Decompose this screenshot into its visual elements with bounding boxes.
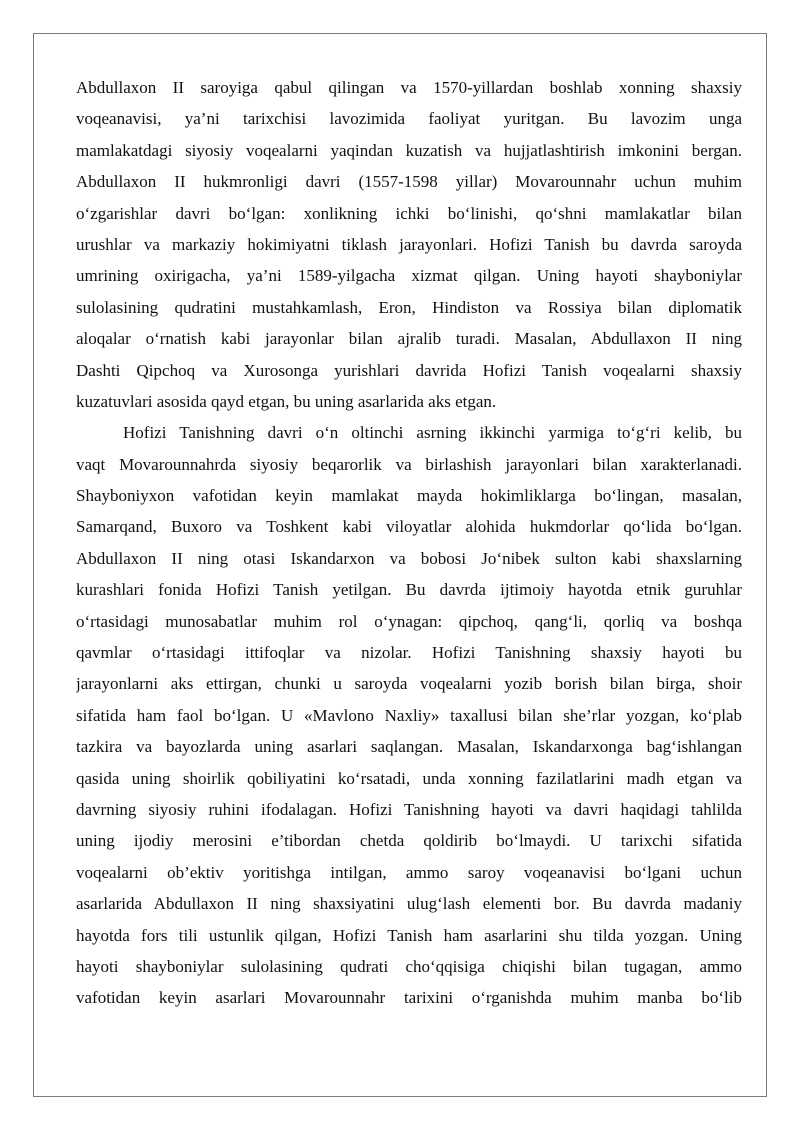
text-line: sulolasining qudratini mustahkamlash, Eron, Hindiston va Rossiya bilan diplomatik [76, 297, 742, 317]
text-line: asarlarida Abdullaxon II ning shaxsiyatini ulug‘lash elementi bor. Bu davrda madaniy [76, 894, 742, 914]
text-line: davrning siyosiy ruhini ifodalagan. Hofizi Tanishning hayoti va davri haqidagi tahlilda [76, 799, 742, 819]
paragraph-last-line: kuzatuvlari asosida qayd etgan, bu uning asarlarida aks etgan. [76, 391, 497, 411]
text-line: o‘zgarishlar davri bo‘lgan: xonlikning ichki bo‘linishi, qo‘shni mamlakatlar bilan [76, 203, 742, 223]
text-line: Abdullaxon II saroyiga qabul qilingan va 1570-yillardan boshlab xonning shaxsiy [76, 78, 742, 97]
paragraph-first-line: Hofizi Tanishning davri o‘n oltinchi asrning ikkinchi yarmiga to‘g‘ri kelib, bu [123, 423, 742, 443]
text-line: uning ijodiy merosini e’tibordan chetda qoldirib bo‘lmaydi. U tarixchi sifatida [76, 831, 742, 851]
text-line: qavmlar o‘rtasidagi ittifoqlar va nizolar. Hofizi Tanishning shaxsiy hayoti bu [76, 643, 742, 663]
text-line: urushlar va markaziy hokimiyatni tiklash jarayonlari. Hofizi Tanish bu davrda saroyda [76, 234, 742, 254]
text-line: aloqalar o‘rnatish kabi jarayonlar bilan ajralib turadi. Masalan, Abdullaxon II ning [76, 329, 742, 349]
text-line: o‘rtasidagi munosabatlar muhim rol o‘ynagan: qipchoq, qang‘li, qorliq va boshqa [76, 611, 742, 631]
text-line: Shayboniyxon vafotidan keyin mamlakat mayda hokimliklarga bo‘lingan, masalan, [76, 486, 742, 506]
text-line: Samarqand, Buxoro va Toshkent kabi viloyatlar alohida hukmdorlar qo‘lida bo‘lgan. [76, 517, 742, 537]
text-line: vaqt Movarounnahrda siyosiy beqarorlik va birlashish jarayonlari bilan xarakterlanadi. [76, 454, 742, 474]
text-line: Abdullaxon II hukmronligi davri (1557-1598 yillar) Movarounnahr uchun muhim [76, 172, 742, 192]
text-line: vafotidan keyin asarlari Movarounnahr tarixini o‘rganishda muhim manba bo‘lib [76, 988, 742, 1008]
text-line: voqeanavisi, ya’ni tarixchisi lavozimida faoliyat yuritgan. Bu lavozim unga [76, 109, 742, 129]
text-line: kurashlari fonida Hofizi Tanish yetilgan. Bu davrda ijtimoiy hayotda etnik guruhlar [76, 580, 742, 600]
text-line: hayoti shayboniylar sulolasining qudrati cho‘qqisiga chiqishi bilan tugagan, ammo [76, 956, 742, 976]
text-line: Abdullaxon II ning otasi Iskandarxon va bobosi Jo‘nibek sulton kabi shaxslarning [76, 548, 742, 568]
text-line: hayotda fors tili ustunlik qilgan, Hofizi Tanish ham asarlarini shu tilda yozgan. Uning [76, 925, 742, 945]
text-line: jarayonlarni aks ettirgan, chunki u saroyda voqealarni yozib borish bilan birga, shoir [76, 674, 742, 694]
text-line: umrining oxirigacha, ya’ni 1589-yilgacha xizmat qilgan. Uning hayoti shayboniylar [76, 266, 742, 286]
text-line: tazkira va bayozlarda uning asarlari saqlangan. Masalan, Iskandarxonga bag‘ishlangan [76, 737, 742, 757]
text-line: voqealarni ob’ektiv yoritishga intilgan, ammo saroy voqeanavisi bo‘lgani uchun [76, 862, 742, 882]
text-line: mamlakatdagi siyosiy voqealarni yaqindan kuzatish va hujjatlashtirish imkonini bergan. [76, 140, 742, 160]
text-line: sifatida ham faol bo‘lgan. U «Mavlono Naxliy» taxallusi bilan she’rlar yozgan, ko‘plab [76, 705, 742, 725]
document-body [76, 72, 742, 1014]
text-line: Dashti Qipchoq va Xurosonga yurishlari davrida Hofizi Tanish voqealarni shaxsiy [76, 360, 742, 380]
text-line: qasida uning shoirlik qobiliyatini ko‘rsatadi, unda xonning fazilatlarini madh etgan va [76, 768, 742, 788]
